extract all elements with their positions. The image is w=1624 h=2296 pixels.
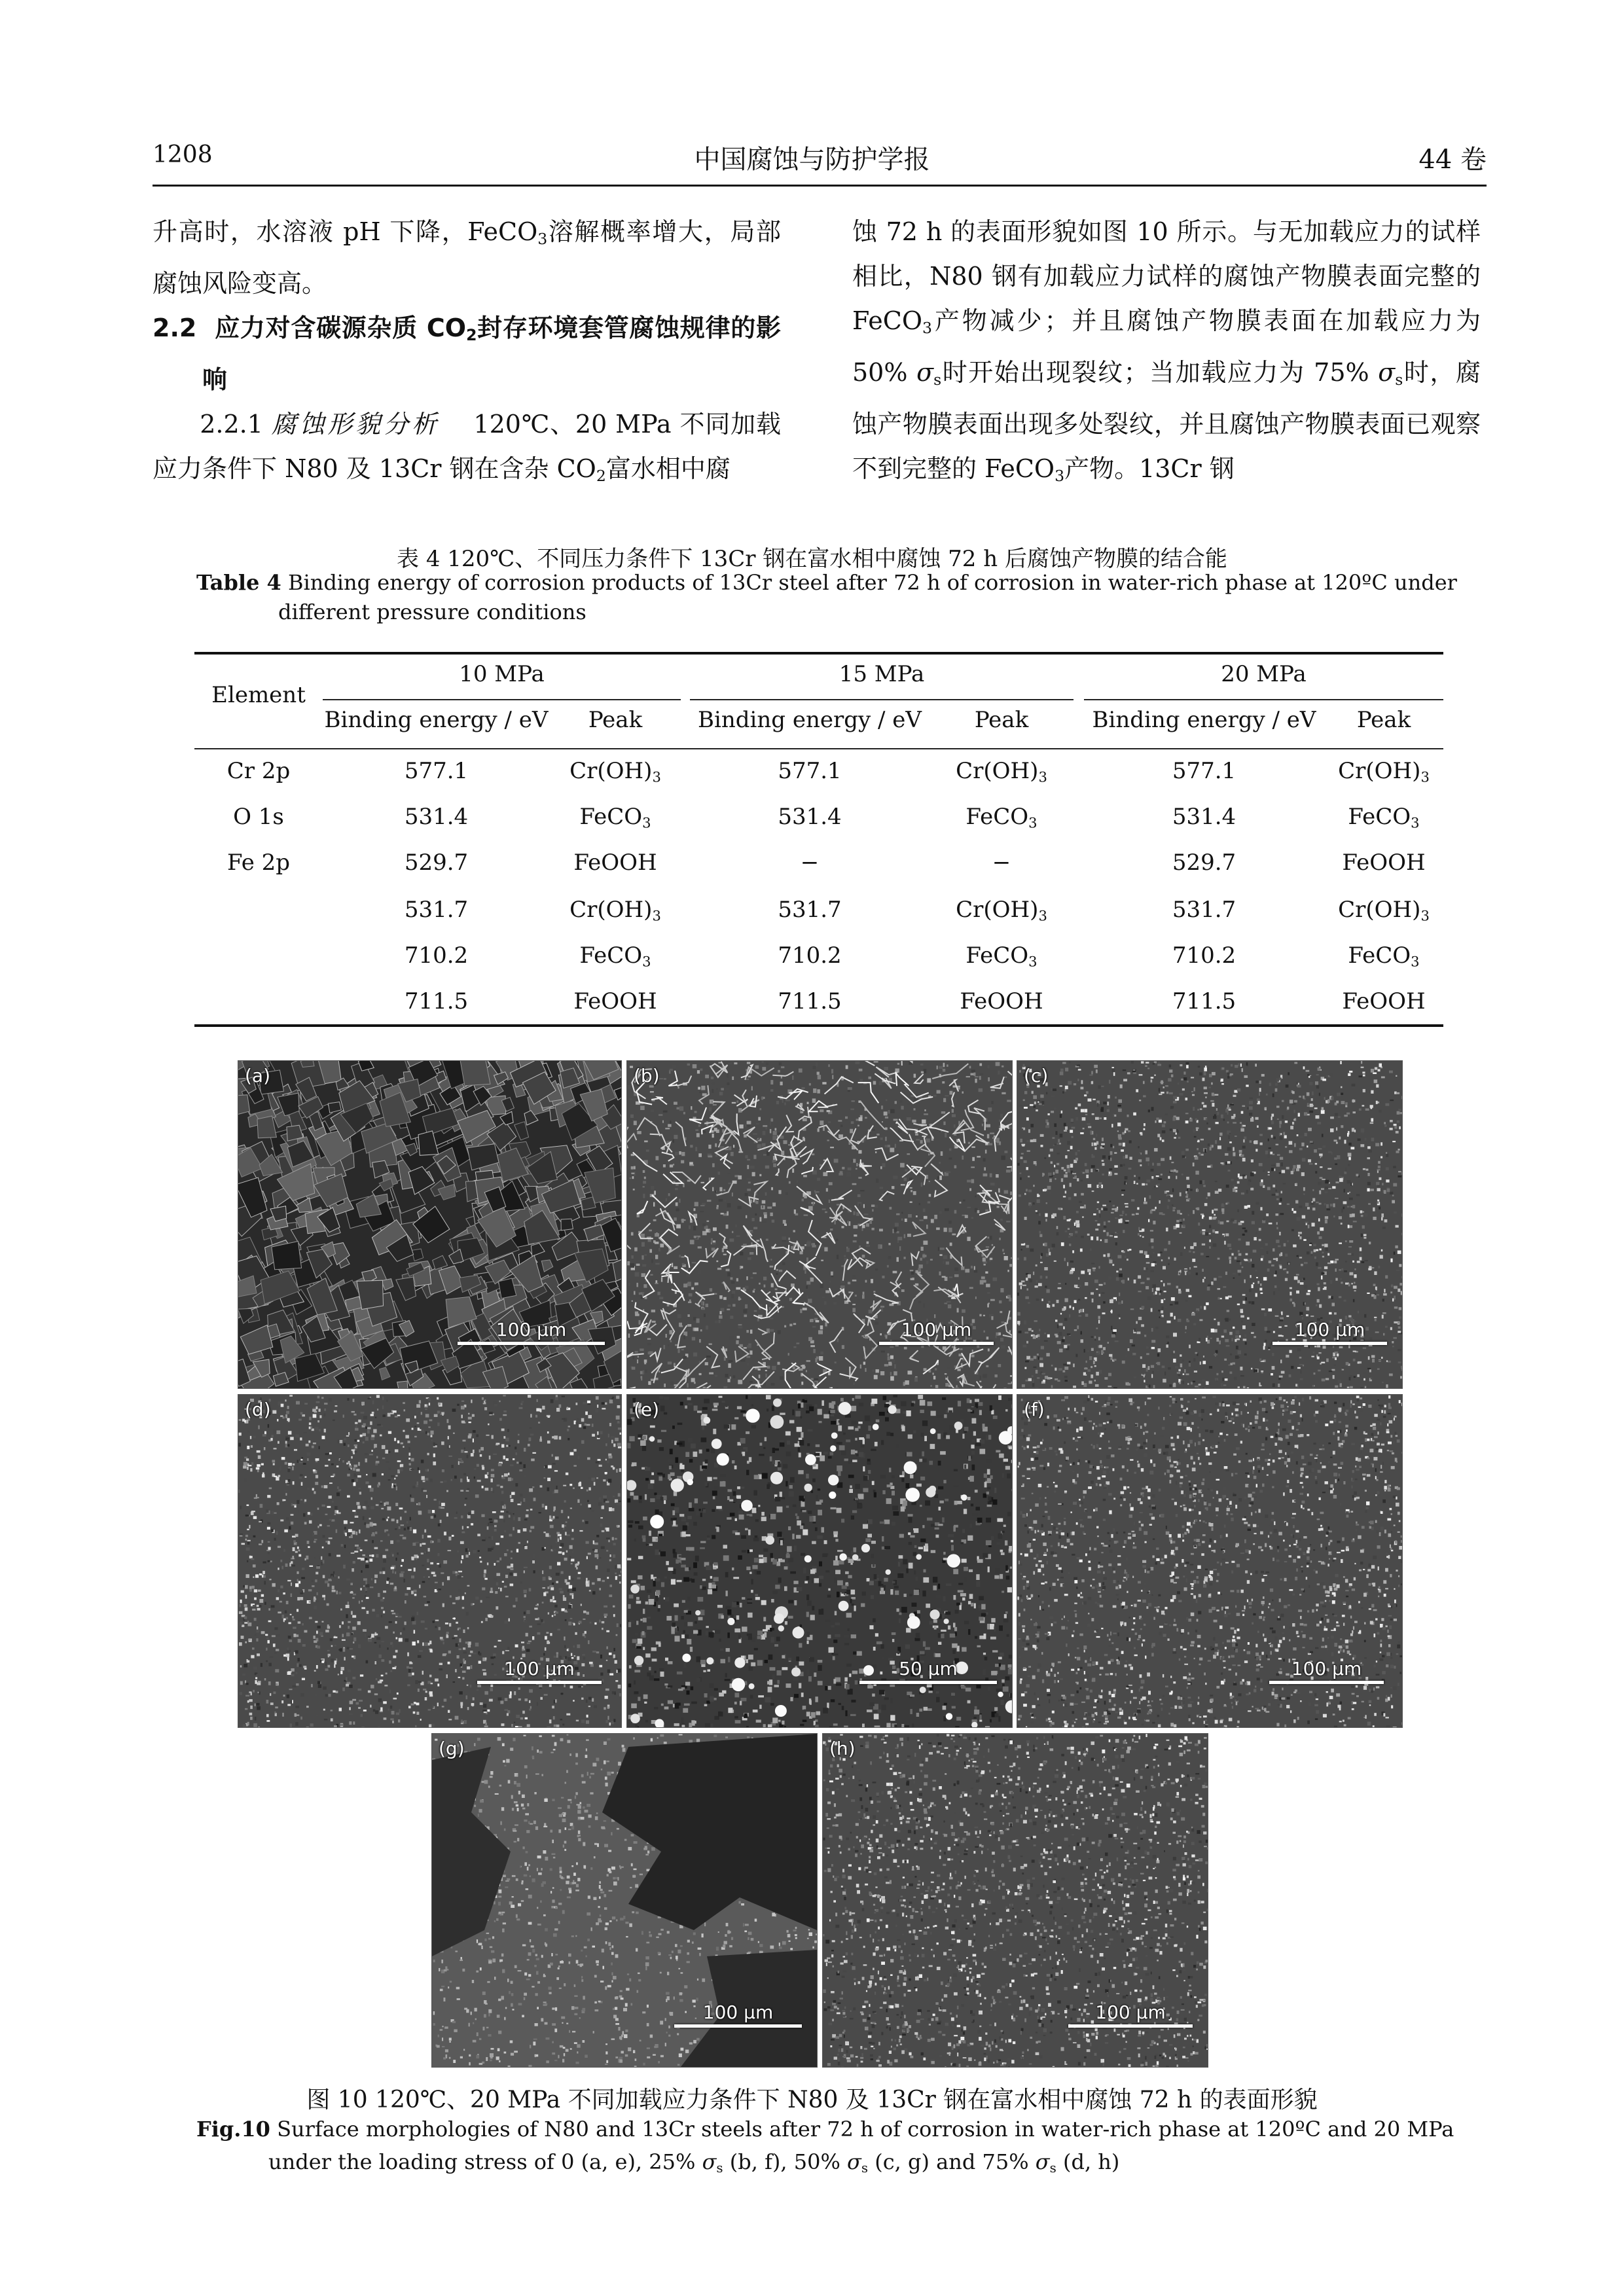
table-cell-binding-energy: 531.4 xyxy=(1172,804,1236,830)
scale-bar xyxy=(859,1658,997,1684)
table-header-be: Binding energy / eV xyxy=(324,707,549,733)
table-cell-binding-energy: 531.7 xyxy=(778,897,842,923)
scale-bar-label: 100 μm xyxy=(504,1658,575,1679)
paragraph: 蚀 72 h 的表面形貌如图 10 所示。与无加载应力的试样相比，N80 钢有加载应力试样的腐蚀产物膜表面完整的 FeCO$_3$产物减少；并且腐蚀产物膜表面在加载应力为 50% $\sigma_s$时开始出现裂纹；当加载应力为 75% $\sigma_s$时，腐蚀产物膜表面出现多处裂纹，并且腐蚀产物膜表面已观察不到完整的 FeCO$_3$产物。13Cr 钢 xyxy=(852,217,1481,485)
table-header-pressure: 15 MPa xyxy=(839,661,925,687)
table-header-peak: Peak xyxy=(588,707,643,733)
scale-bar-label: 100 μm xyxy=(1095,2001,1166,2023)
table-cell-binding-energy: 531.4 xyxy=(778,804,842,830)
scale-bar-line xyxy=(1272,1342,1387,1345)
panel-label: (a) xyxy=(245,1065,271,1086)
table-cell-peak: FeCO$_3$ xyxy=(965,804,1038,831)
section-heading: 2.2 应力对含碳源杂质 $CO_2$封存环境套管腐蚀规律的影响 xyxy=(153,313,781,394)
table-cell-binding-energy: 577.1 xyxy=(404,758,469,784)
figure-10 xyxy=(238,1060,1401,2066)
sem-panel xyxy=(1017,1060,1403,1389)
table-group-rule xyxy=(323,699,681,700)
table-group-rule xyxy=(1084,699,1443,700)
table-cell-element: O 1s xyxy=(233,804,284,830)
header-rule xyxy=(153,185,1487,187)
table-cell-peak: FeCO$_3$ xyxy=(579,804,651,831)
body-column-right xyxy=(852,209,1481,498)
table-cell-binding-energy: 710.2 xyxy=(404,942,469,969)
table-cell-binding-energy: 577.1 xyxy=(778,758,842,784)
figure-caption-en: Fig.10 Surface morphologies of N80 and 13Cr steels after 72 h of corrosion in water-rich phase at 120ºC and 20 MPa under the loading stress of 0 (a, e), 25% $\sigma_s$ (b, f), 50% $\sigma_s$ (c, g) and 75% $\sigma_s$ (d, h) xyxy=(196,2117,1454,2176)
scale-bar-label: 50 μm xyxy=(899,1658,958,1679)
scale-bar xyxy=(458,1319,605,1345)
table-cell-peak: $Cr(OH)_3$ xyxy=(956,758,1047,785)
scale-bar-label: 100 μm xyxy=(1291,1658,1362,1679)
scale-bar-line xyxy=(1068,2024,1193,2028)
table-caption-cn: 表 4 120℃、不同压力条件下 13Cr 钢在富水相中腐蚀 72 h 后腐蚀产物膜的结合能 xyxy=(397,546,1227,572)
table-header-be: Binding energy / eV xyxy=(1092,707,1316,733)
table-cell-peak: $Cr(OH)_3$ xyxy=(569,758,661,785)
table-cell-peak: FeCO$_3$ xyxy=(579,942,651,970)
scale-bar-label: 100 μm xyxy=(496,1319,567,1340)
scale-bar-label: 100 μm xyxy=(1294,1319,1365,1340)
scale-bar-line xyxy=(477,1681,602,1684)
table-cell-element: Fe 2p xyxy=(226,850,291,876)
table-cell-binding-energy: 531.7 xyxy=(404,897,469,923)
page-number: 1208 xyxy=(153,141,213,168)
table-header-peak: Peak xyxy=(1356,707,1411,733)
sem-panel xyxy=(822,1733,1208,2068)
scale-bar xyxy=(1269,1658,1384,1684)
table-cell-element: Cr 2p xyxy=(226,758,291,784)
panel-label: (h) xyxy=(829,1738,856,1759)
scale-bar-label: 100 μm xyxy=(901,1319,972,1340)
scale-bar-line xyxy=(879,1342,994,1345)
panel-label: (e) xyxy=(634,1399,660,1420)
scale-bar-line xyxy=(674,2024,802,2028)
sem-panel xyxy=(238,1060,622,1389)
table-cell-peak: $Cr(OH)_3$ xyxy=(1338,758,1430,785)
sem-panel xyxy=(1017,1394,1403,1728)
scale-bar-line xyxy=(1269,1681,1384,1684)
panel-label: (g) xyxy=(439,1738,465,1759)
panel-label: (c) xyxy=(1024,1065,1049,1086)
journal-title: 中国腐蚀与防护学报 xyxy=(694,145,930,175)
table-cell-peak: − xyxy=(992,850,1011,876)
table-cell-peak: FeCO$_3$ xyxy=(1348,804,1420,831)
sem-panel xyxy=(626,1394,1013,1728)
sem-panel xyxy=(238,1394,622,1728)
sem-panel xyxy=(431,1733,818,2068)
scale-bar xyxy=(1068,2001,1193,2028)
table-cell-peak: FeOOH xyxy=(573,988,657,1014)
table-cell-binding-energy: 577.1 xyxy=(1172,758,1236,784)
table-top-rule xyxy=(194,652,1443,655)
table-header-pressure: 10 MPa xyxy=(459,661,545,687)
table-cell-peak: $Cr(OH)_3$ xyxy=(956,897,1047,924)
panel-label: (f) xyxy=(1024,1399,1045,1420)
scale-bar-label: 100 μm xyxy=(702,2001,774,2023)
panel-label: (d) xyxy=(245,1399,271,1420)
table-cell-peak: FeOOH xyxy=(573,850,657,876)
table-cell-binding-energy: 710.2 xyxy=(1172,942,1236,969)
table-cell-binding-energy: 711.5 xyxy=(778,988,842,1014)
table-cell-peak: $Cr(OH)_3$ xyxy=(569,897,661,924)
sem-panel xyxy=(626,1060,1013,1389)
table-header-pressure: 20 MPa xyxy=(1221,661,1307,687)
paragraph: 2.2.1 腐蚀形貌分析 120℃、20 MPa 不同加载应力条件下 N80 及 13Cr 钢在含杂 $CO_2$富水相中腐 xyxy=(153,409,781,485)
table-cell-peak: FeCO$_3$ xyxy=(1348,942,1420,970)
subsection-title: 腐蚀形貌分析 xyxy=(271,409,440,439)
table-cell-peak: FeCO$_3$ xyxy=(965,942,1038,970)
table-header-be: Binding energy / eV xyxy=(698,707,922,733)
scale-bar xyxy=(1272,1319,1387,1345)
table-cell-binding-energy: 531.7 xyxy=(1172,897,1236,923)
scale-bar xyxy=(879,1319,994,1345)
table-cell-binding-energy: 531.4 xyxy=(404,804,469,830)
paragraph: 升高时，水溶液 pH 下降，FeCO$_3$溶解概率增大，局部腐蚀风险变高。 xyxy=(153,217,781,298)
table-cell-peak: $Cr(OH)_3$ xyxy=(1338,897,1430,924)
scale-bar-line xyxy=(458,1342,605,1345)
table-cell-binding-energy: 529.7 xyxy=(1172,850,1236,876)
body-column-left xyxy=(153,209,781,498)
table-cell-binding-energy: − xyxy=(800,850,820,876)
table-header-rule xyxy=(194,748,1443,749)
table-cell-peak: FeOOH xyxy=(960,988,1043,1014)
table-group-rule xyxy=(690,699,1074,700)
table-bottom-rule xyxy=(194,1024,1443,1027)
scale-bar xyxy=(674,2001,802,2028)
table-cell-peak: FeOOH xyxy=(1342,850,1426,876)
volume-label: 44 卷 xyxy=(1418,145,1487,175)
table-cell-binding-energy: 529.7 xyxy=(404,850,469,876)
table-cell-peak: FeOOH xyxy=(1342,988,1426,1014)
scale-bar xyxy=(477,1658,602,1684)
table-cell-binding-energy: 711.5 xyxy=(1172,988,1236,1014)
scale-bar-line xyxy=(859,1681,997,1684)
table-cell-binding-energy: 710.2 xyxy=(778,942,842,969)
table-caption-en: Table 4 Binding energy of corrosion products of 13Cr steel after 72 h of corrosion in water-rich phase at 120ºC under different pressure conditions xyxy=(196,570,1457,624)
panel-label: (b) xyxy=(634,1065,660,1086)
subsection-number: 2.2.1 xyxy=(200,409,263,439)
table-header-element: Element xyxy=(211,682,306,708)
figure-caption-cn: 图 10 120℃、20 MPa 不同加载应力条件下 N80 及 13Cr 钢在富水相中腐蚀 72 h 的表面形貌 xyxy=(306,2087,1318,2113)
table-header-peak: Peak xyxy=(974,707,1029,733)
table-cell-binding-energy: 711.5 xyxy=(404,988,469,1014)
